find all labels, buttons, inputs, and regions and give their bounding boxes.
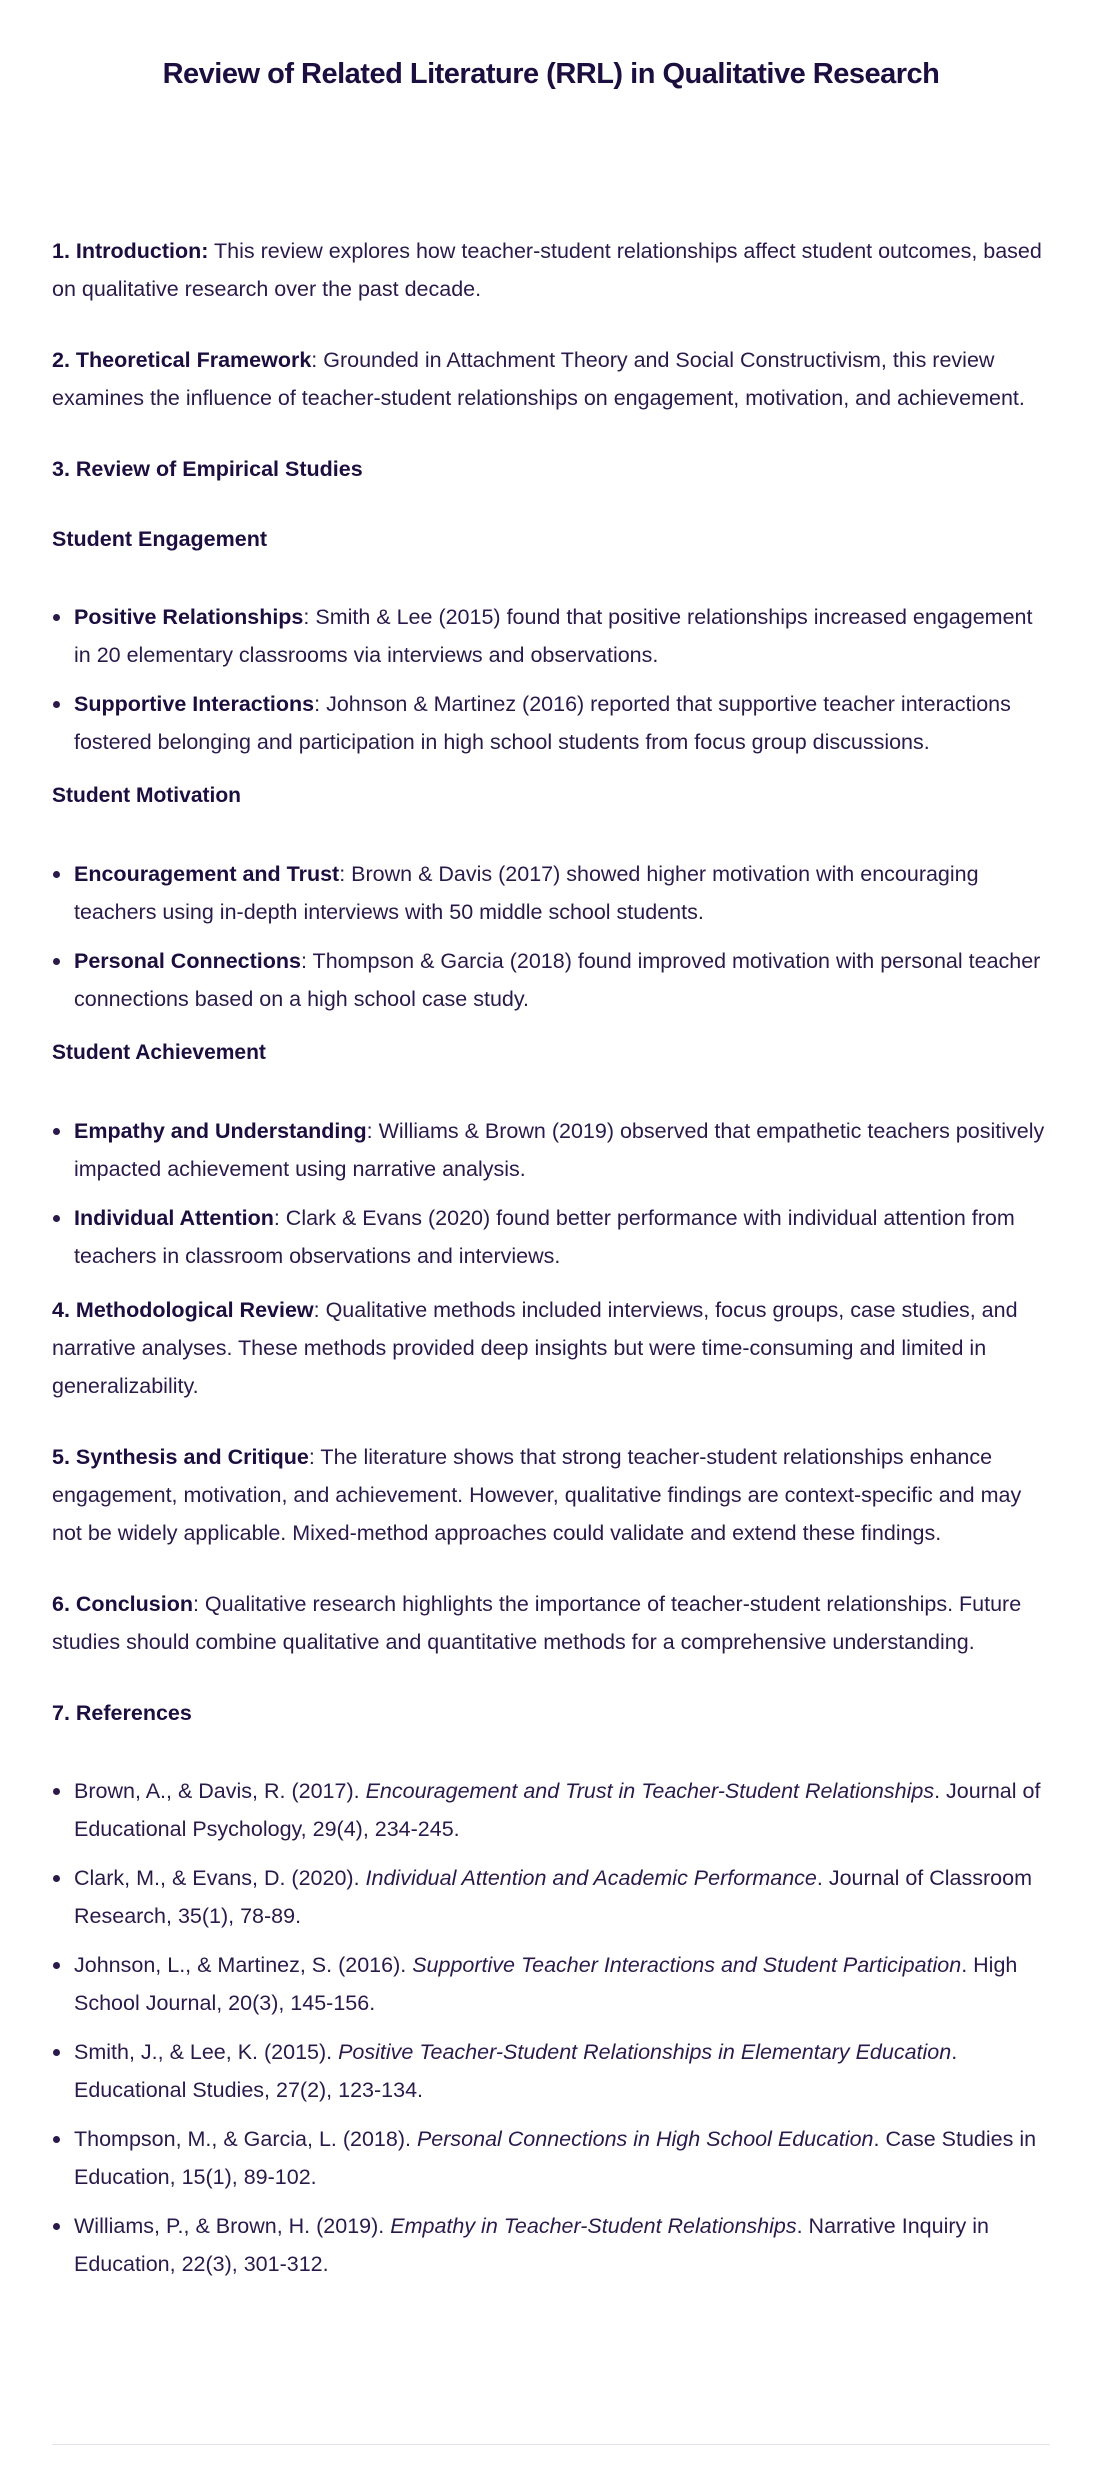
achievement-list	[52, 1112, 1050, 1275]
reference-title: Positive Teacher-Student Relationships in Elementary Education	[338, 2040, 952, 2064]
item-text: : Brown & Davis (2017) showed higher motivation with encouraging teachers using in-depth interviews with 50 middle school students.	[74, 862, 979, 924]
item-text: : Williams & Brown (2019) observed that empathetic teachers positively impacted achievement using narrative analysis.	[74, 1119, 1045, 1181]
reference-source: . Case Studies in Education, 15(1), 89-102.	[74, 2127, 1037, 2189]
framework-paragraph	[52, 341, 1050, 417]
item-label: Supportive Interactions	[74, 692, 315, 716]
conclusion-text: : Qualitative research highlights the importance of teacher-student relationships. Future studies should combine qualitative and quantitative methods for a comprehensive understanding.	[52, 1592, 1022, 1654]
methodological-text: : Qualitative methods included interviews, focus groups, case studies, and narrative analyses. These methods provided deep insights but were time-consuming and limited in generalizability.	[52, 1298, 1018, 1398]
framework-label: 2. Theoretical Framework	[52, 348, 312, 372]
synthesis-text: : The literature shows that strong teacher-student relationships enhance engagement, motivation, and achievement. However, qualitative findings are context-specific and may not be widely applicable. Mixed-method approaches could validate and extend these findings.	[52, 1445, 1022, 1545]
list-item	[52, 942, 1050, 1018]
reference-source: . Educational Studies, 27(2), 123-134.	[74, 2040, 958, 2102]
footer-divider	[52, 2444, 1050, 2445]
conclusion-label: 6. Conclusion	[52, 1592, 193, 1616]
reference-source: . Narrative Inquiry in Education, 22(3), 301-312.	[74, 2214, 989, 2276]
reference-authors: Thompson, M., & Garcia, L. (2018).	[74, 2127, 417, 2151]
reference-item	[52, 1772, 1050, 1848]
achievement-heading: Student Achievement	[52, 1041, 266, 1064]
item-label: Positive Relationships	[74, 605, 304, 629]
list-item	[52, 1199, 1050, 1275]
motivation-heading: Student Motivation	[52, 784, 241, 807]
reference-authors: Williams, P., & Brown, H. (2019).	[74, 2214, 391, 2238]
item-text: : Smith & Lee (2015) found that positive relationships increased engagement in 20 elementary classrooms via interviews and observations.	[74, 605, 1033, 667]
introduction-text: This review explores how teacher-student relationships affect student outcomes, based on qualitative research over the past decade.	[52, 239, 1042, 301]
motivation-list	[52, 855, 1050, 1018]
item-label: Personal Connections	[74, 949, 301, 973]
reference-item	[52, 1859, 1050, 1935]
list-item	[52, 1112, 1050, 1188]
introduction-paragraph	[52, 232, 1050, 308]
item-label: Encouragement and Trust	[74, 862, 340, 886]
reference-source: . High School Journal, 20(3), 145-156.	[74, 1953, 1018, 2015]
conclusion-paragraph	[52, 1585, 1050, 1661]
item-text: : Johnson & Martinez (2016) reported that supportive teacher interactions fostered belonging and participation in high school students from focus group discussions.	[74, 692, 1011, 754]
reference-item	[52, 1946, 1050, 2022]
references-heading: 7. References	[52, 1701, 192, 1725]
engagement-list	[52, 598, 1050, 761]
item-label: Empathy and Understanding	[74, 1119, 367, 1143]
references-list	[52, 1772, 1050, 2283]
synthesis-label: 5. Synthesis and Critique	[52, 1445, 309, 1469]
engagement-heading: Student Engagement	[52, 527, 268, 551]
reference-source: . Journal of Educational Psychology, 29(4), 234-245.	[74, 1779, 1041, 1841]
list-item	[52, 598, 1050, 674]
empirical-heading: 3. Review of Empirical Studies	[52, 457, 363, 481]
reference-title: Encouragement and Trust in Teacher-Student Relationships	[365, 1779, 935, 1803]
reference-item	[52, 2207, 1050, 2283]
reference-item	[52, 2033, 1050, 2109]
reference-authors: Smith, J., & Lee, K. (2015).	[74, 2040, 339, 2064]
introduction-label: 1. Introduction:	[52, 239, 209, 263]
page-title: Review of Related Literature (RRL) in Qualitative Research	[162, 58, 940, 90]
framework-text: : Grounded in Attachment Theory and Social Constructivism, this review examines the influence of teacher-student relationships on engagement, motivation, and achievement.	[52, 348, 1025, 410]
reference-title: Personal Connections in High School Education	[416, 2127, 874, 2151]
reference-authors: Johnson, L., & Martinez, S. (2016).	[74, 1953, 413, 1977]
reference-authors: Clark, M., & Evans, D. (2020).	[74, 1866, 366, 1890]
methodological-label: 4. Methodological Review	[52, 1298, 314, 1322]
reference-title: Supportive Teacher Interactions and Student Participation	[412, 1953, 962, 1977]
item-label: Individual Attention	[74, 1206, 274, 1230]
reference-item	[52, 2120, 1050, 2196]
reference-title: Empathy in Teacher-Student Relationships	[390, 2214, 797, 2238]
methodological-paragraph	[52, 1291, 1050, 1405]
reference-title: Individual Attention and Academic Performance	[365, 1866, 817, 1890]
item-text: : Clark & Evans (2020) found better performance with individual attention from teachers in classroom observations and interviews.	[74, 1206, 1015, 1268]
reference-authors: Brown, A., & Davis, R. (2017).	[74, 1779, 366, 1803]
list-item	[52, 855, 1050, 931]
synthesis-paragraph	[52, 1438, 1050, 1552]
list-item	[52, 685, 1050, 761]
reference-source: . Journal of Classroom Research, 35(1), 78-89.	[74, 1866, 1032, 1928]
item-text: : Thompson & Garcia (2018) found improved motivation with personal teacher connections based on a high school case study.	[74, 949, 1041, 1011]
